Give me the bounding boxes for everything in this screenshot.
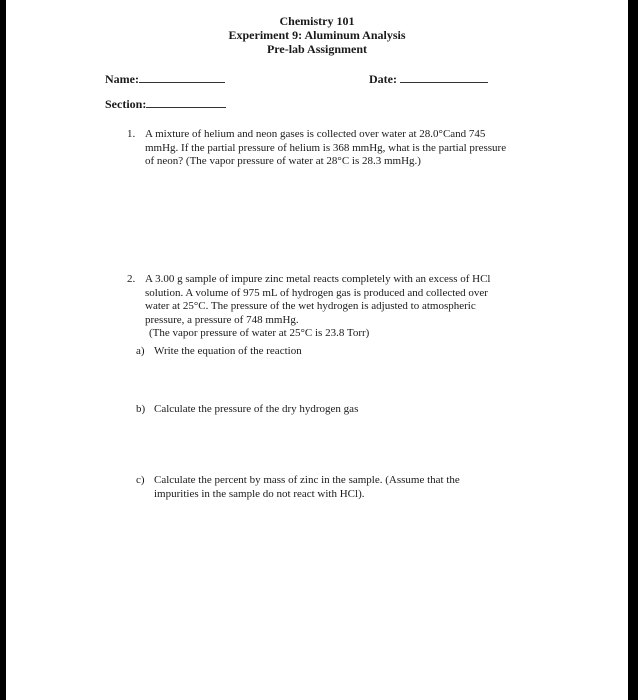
question-1-line: A mixture of helium and neon gases is collected over water at 28.0°Cand 745 [145,128,486,140]
subquestion-b-line: Calculate the pressure of the dry hydrogen gas [154,403,359,415]
question-2-line: pressure, a pressure of 748 mmHg. [145,313,299,326]
question-2-note: (The vapor pressure of water at 25°C is 23.8 Torr) [149,327,370,339]
question-2-text [145,273,491,341]
section-label: Section: [105,97,147,111]
question-2-number: 2. [127,273,136,285]
date-label: Date: [369,72,397,86]
subquestion-b-text [154,403,358,417]
section-blank-line[interactable] [146,106,226,108]
question-1-line: mmHg. If the partial pressure of helium is 368 mmHg, what is the partial pressure [145,141,507,154]
subquestion-b-label: b) [136,403,146,415]
worksheet-page [6,0,628,700]
course-title: Chemistry 101 [279,14,355,28]
question-2-line: A 3.00 g sample of impure zinc metal reacts completely with an excess of HCl [145,273,491,285]
question-2-line: water at 25°C. The pressure of the wet hydrogen is adjusted to atmospheric [145,300,476,312]
subquestion-c-label: c) [136,474,145,486]
date-blank-line[interactable] [400,81,488,83]
subquestion-c-line: Calculate the percent by mass of zinc in the sample. (Assume that the [154,474,460,486]
question-2-line: solution. A volume of 975 mL of hydrogen gas is produced and collected over [145,286,488,299]
subquestion-c-line: impurities in the sample do not react with HCl). [154,487,365,500]
subquestion-a-label: a) [136,345,145,357]
experiment-title: Experiment 9: Aluminum Analysis [228,28,406,42]
name-blank-line[interactable] [139,81,225,83]
name-field[interactable] [105,72,225,87]
name-label: Name: [105,72,139,86]
date-field[interactable] [369,72,488,87]
subquestion-a-line: Write the equation of the reaction [154,345,302,357]
subquestion-a-text [154,345,302,359]
subquestion-c-text [154,474,460,501]
question-1-text [145,128,506,169]
question-1-number: 1. [127,128,136,140]
question-1-line: of neon? (The vapor pressure of water at 28°C is 28.3 mmHg.) [145,155,421,167]
section-field[interactable] [105,97,226,112]
assignment-title: Pre-lab Assignment [266,42,368,56]
